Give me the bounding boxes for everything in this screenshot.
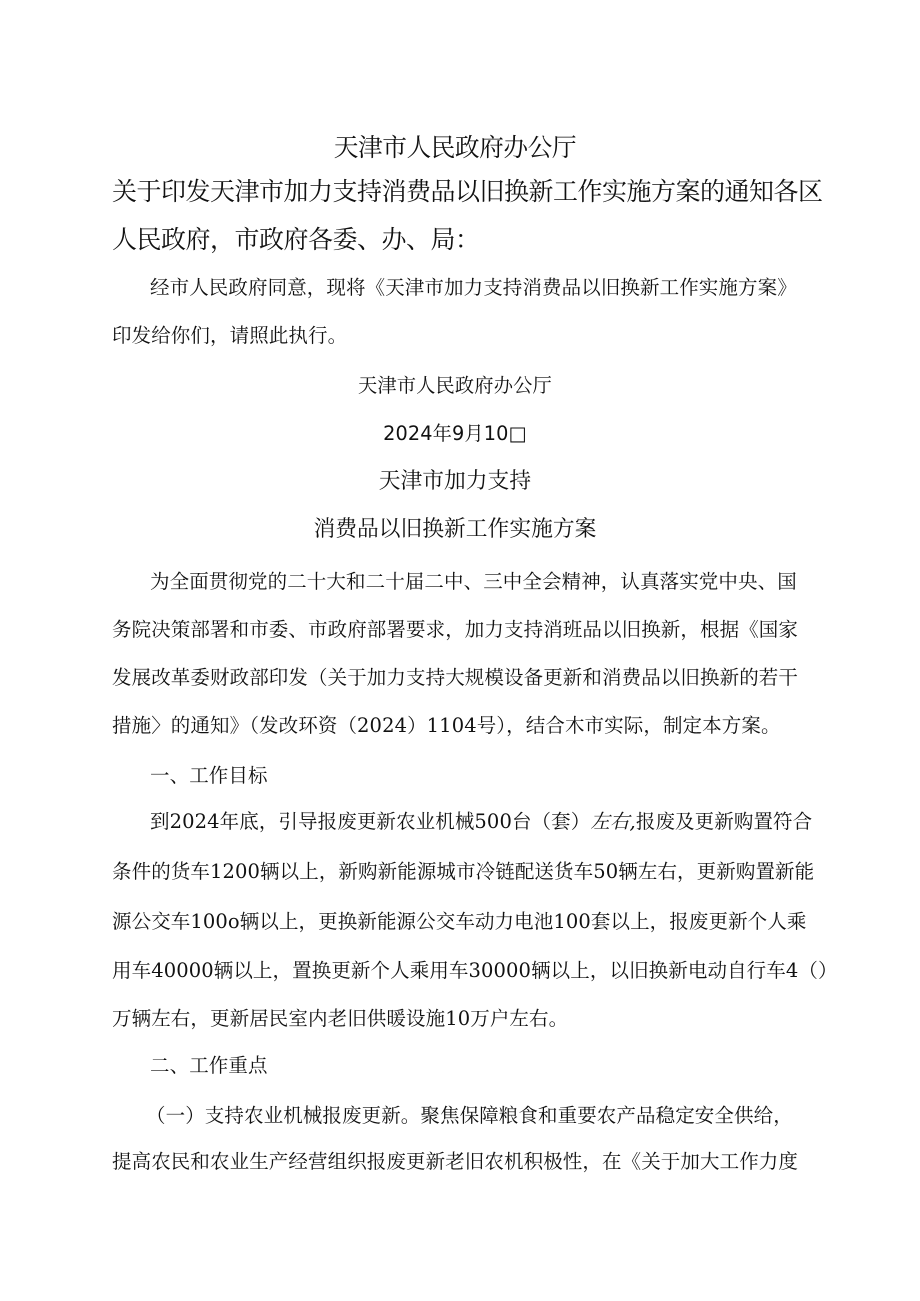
goals-line-1-part-c: 报废及更新购置符合 (635, 810, 813, 833)
notice-title-line-1: 天津市人民政府办公厅 (333, 133, 577, 162)
section-1-heading: 一、工作目标 (150, 764, 268, 787)
focus-line-2: 提高农民和农业生产经营组织报废更新老旧农机积极性，在《关于加大工作力度 (112, 1150, 799, 1173)
notice-signature: 天津市人民政府办公厅 (358, 374, 552, 397)
focus-line-1: （一）支持农业机械报废更新。聚焦保障粮食和重要农产品稳定安全供给， (146, 1104, 793, 1127)
section-2-heading: 二、工作重点 (150, 1054, 268, 1077)
goals-line-4: 用车40000辆以上，置换更新个人乘用车30000辆以上，以旧换新电动自行车4（） (112, 959, 838, 982)
plan-intro-line-4: 措施〉的通知》（发改环资（2024）1104号），结合木市实际，制定本方案。 (112, 714, 781, 737)
plan-intro-line-2: 务院决策部署和市委、市政府部署要求，加力支持消班品以旧换新，根据《国家 (112, 618, 799, 641)
plan-title-line-1: 天津市加力支持 (378, 469, 532, 494)
goals-line-1-part-b: 左右, (590, 810, 636, 833)
goals-line-2: 条件的货车1200辆以上，新购新能源城市冷链配送货车50辆左右，更新购置新能 (112, 860, 815, 883)
goals-line-5: 万辆左右，更新居民室内老旧供暖设施10万户左右。 (112, 1007, 569, 1030)
plan-intro-line-3: 发展改革委财政部印发（关于加力支持大规模设备更新和消费品以旧换新的若干 (112, 666, 799, 689)
plan-title-line-2: 消费品以旧换新工作实施方案 (313, 517, 597, 542)
goals-line-1-part-a: 到2024年底，引导报废更新农业机械500台（套） (150, 810, 591, 833)
notice-body-line-2: 印发给你们，请照此执行。 (112, 324, 348, 347)
goals-line-3: 源公交车100o辆以上，更换新能源公交车动力电池100套以上，报废更新个人乘 (112, 910, 807, 933)
notice-title-line-2: 关于印发天津市加力支持消费品以旧换新工作实施方案的通知各区 (112, 177, 823, 206)
notice-date: 2024年9月10□ (383, 422, 527, 445)
notice-body-line-1: 经市人民政府同意，现将《天津市加力支持消费品以旧换新工作实施方案》 (150, 276, 797, 299)
plan-intro-line-1: 为全面贯彻党的二十大和二十届二中、三中全会精神，认真落实党中央、国 (150, 570, 797, 593)
notice-title-line-3: 人民政府，市政府各委、办、局： (112, 225, 480, 254)
goals-line-1 (150, 806, 812, 834)
